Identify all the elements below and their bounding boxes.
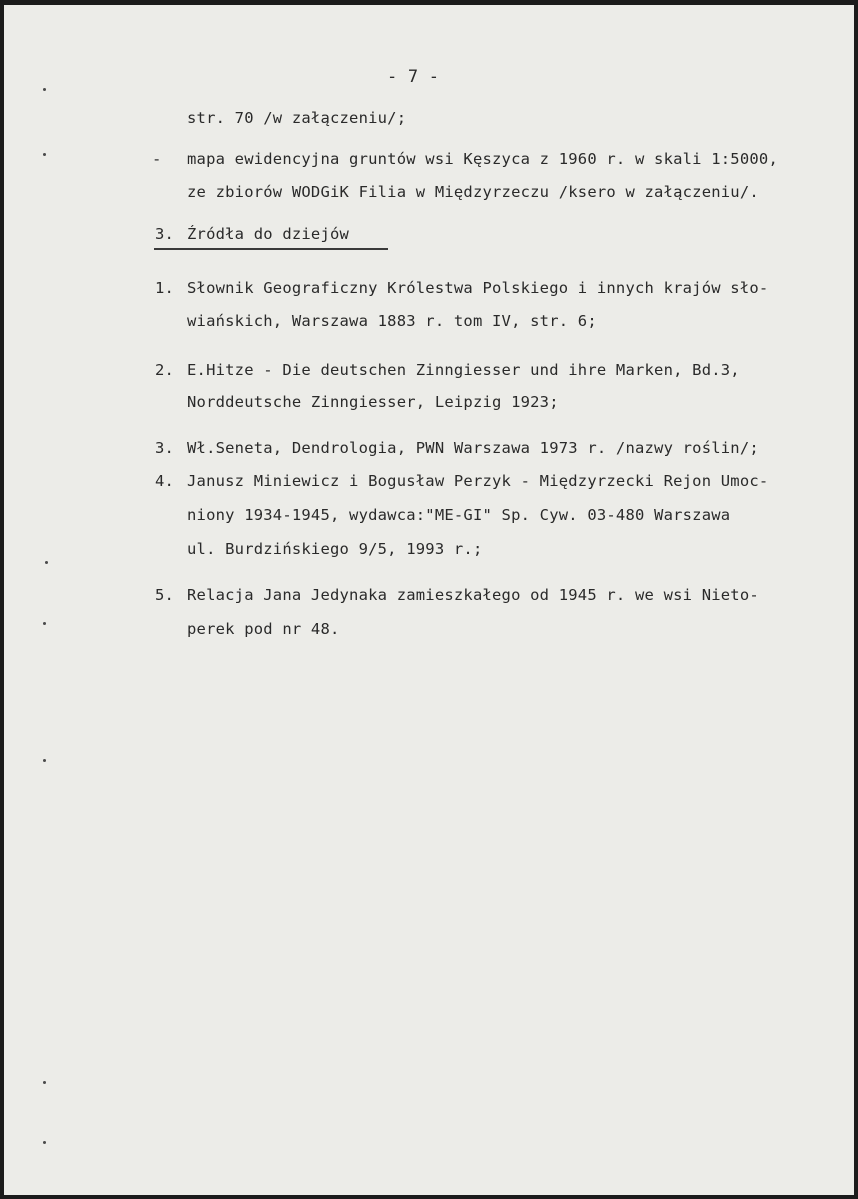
source-number: 4. — [155, 472, 175, 490]
document-page — [4, 5, 854, 1195]
source-line: ul. Burdzińskiego 9/5, 1993 r.; — [187, 540, 483, 558]
punch-hole-mark — [45, 561, 48, 564]
punch-hole-mark — [43, 1081, 46, 1084]
list-dash: - — [152, 150, 162, 168]
punch-hole-mark — [43, 88, 46, 91]
source-number: 2. — [155, 361, 175, 379]
section-title: Źródła do dziejów — [187, 225, 350, 243]
intro-line: str. 70 /w załączeniu/; — [187, 109, 407, 127]
source-number: 5. — [155, 586, 175, 604]
punch-hole-mark — [43, 759, 46, 762]
section-underline — [154, 248, 388, 250]
intro-line: ze zbiorów WODGiK Filia w Międzyrzeczu /ksero w załączeniu/. — [187, 183, 759, 201]
section-number: 3. — [155, 225, 175, 243]
source-line: Relacja Jana Jedynaka zamieszkałego od 1945 r. we wsi Nieto- — [187, 586, 759, 604]
source-line: E.Hitze - Die deutschen Zinngiesser und ihre Marken, Bd.3, — [187, 361, 740, 379]
source-number: 1. — [155, 279, 175, 297]
source-line: Norddeutsche Zinngiesser, Leipzig 1923; — [187, 393, 559, 411]
punch-hole-mark — [43, 1141, 46, 1144]
source-line: niony 1934-1945, wydawca:"ME-GI" Sp. Cyw. 03-480 Warszawa — [187, 506, 731, 524]
source-line: Wł.Seneta, Dendrologia, PWN Warszawa 1973 r. /nazwy roślin/; — [187, 439, 759, 457]
source-line: Janusz Miniewicz i Bogusław Perzyk - Międzyrzecki Rejon Umoc- — [187, 472, 769, 490]
punch-hole-mark — [43, 622, 46, 625]
source-line: perek pod nr 48. — [187, 620, 340, 638]
source-number: 3. — [155, 439, 175, 457]
source-line: Słownik Geograficzny Królestwa Polskiego i innych krajów sło- — [187, 279, 769, 297]
page-number: - 7 - — [387, 67, 440, 87]
intro-line: mapa ewidencyjna gruntów wsi Kęszyca z 1960 r. w skali 1:5000, — [187, 150, 778, 168]
source-line: wiańskich, Warszawa 1883 r. tom IV, str. 6; — [187, 312, 597, 330]
punch-hole-mark — [43, 153, 46, 156]
